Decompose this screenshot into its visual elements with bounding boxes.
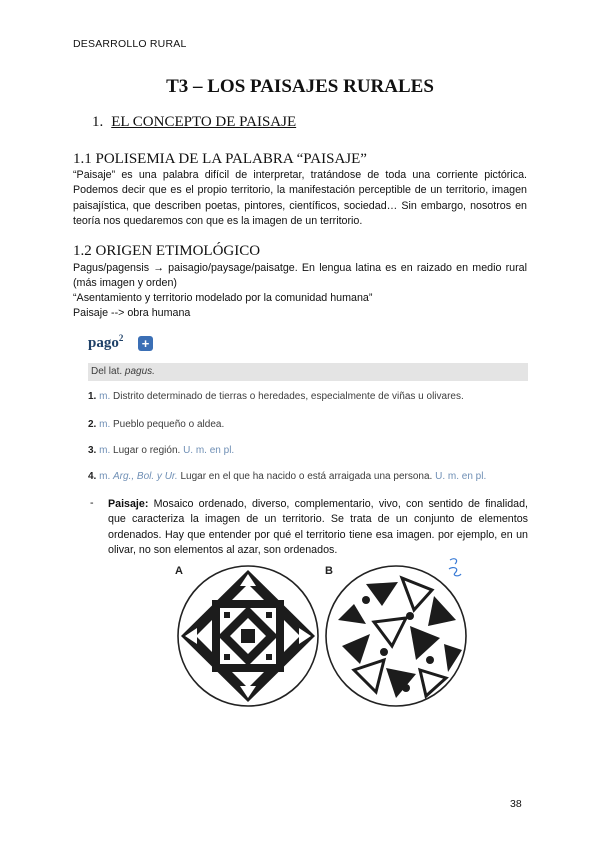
etymology-latin-word: pagus. (124, 366, 155, 377)
section-1-1-heading: 1.1 POLISEMIA DE LA PALABRA “PAISAJE” (73, 151, 367, 167)
etymology-quote: “Asentamiento y territorio modelado por la comunidad humana” (73, 292, 373, 304)
dictionary-entry-image (88, 327, 528, 491)
section-1-title: EL CONCEPTO DE PAISAJE (111, 114, 297, 130)
section-1-2-heading: 1.2 ORIGEN ETIMOLÓGICO (73, 243, 261, 259)
paisaje-definition-text: Mosaico ordenado, diverso, complementario, vivo, con sentido de finalidad, que caracteriza la imagen de un territorio. Se trata de un conjunto de elementos ordenados. Hay que entender por qué el territorio tiene esa imagen. por ejemplo, en un olivar, no son elementos al azar, son ordenados. (108, 498, 528, 556)
headword-superscript: 2 (118, 333, 124, 343)
paisaje-term: Paisaje: (108, 498, 149, 510)
section-1-heading (92, 114, 296, 131)
dictionary-sense-4: 4. m. Arg., Bol. y Ur. Lugar en el que ha nacido o está arraigada una persona. U. m. en pl. (88, 471, 487, 482)
scribble-mark-icon (446, 556, 464, 580)
etymology-paragraph: Pagus/pagensis → paisagio/paysage/paisatge. En lengua latina es en raizado en medio rural (más imagen y orden) (73, 262, 527, 290)
etymology-bar (88, 363, 528, 381)
dictionary-sense-1: 1. m. Distrito determinado de tierras o heredades, especialmente de viñas u olivares. (88, 391, 464, 402)
figure-b-label: B (325, 565, 333, 577)
etymology-label: Del lat. (91, 366, 123, 377)
section-1-number: 1. (92, 114, 104, 130)
page-number: 38 (510, 798, 522, 810)
dictionary-headword: pago$^2$ (88, 333, 124, 351)
figure-a-ordered-mosaic (178, 566, 318, 706)
running-header: DESARROLLO RURAL (73, 38, 187, 50)
etymology-summary: Paisaje --> obra humana (73, 307, 191, 319)
figure-a-label: A (175, 565, 183, 577)
section-1-1-body: “Paisaje” es una palabra difícil de interpretar, tratándose de toda una corriente pictórica. Podemos decir que es el propio territorio, la manifestación perceptible de un territorio, imagen paisajística, que describen poetas, pintores, científicos, sociedad… Sin embargo, nosotros en teoría nos quedaremos con que es la imagen de un territorio. (73, 169, 527, 227)
dictionary-sense-2: 2. m. Pueblo pequeño o aldea. (88, 419, 225, 430)
dictionary-sense-3: 3. m. Lugar o región. U. m. en pl. (88, 445, 235, 456)
page-title: T3 – LOS PAISAJES RURALES (166, 76, 434, 97)
paisaje-definition (108, 497, 528, 558)
figure-b-random-mosaic (326, 566, 466, 706)
pattern-figures (170, 560, 470, 708)
plus-icon: + (138, 336, 153, 351)
bullet-marker: - (90, 497, 94, 509)
